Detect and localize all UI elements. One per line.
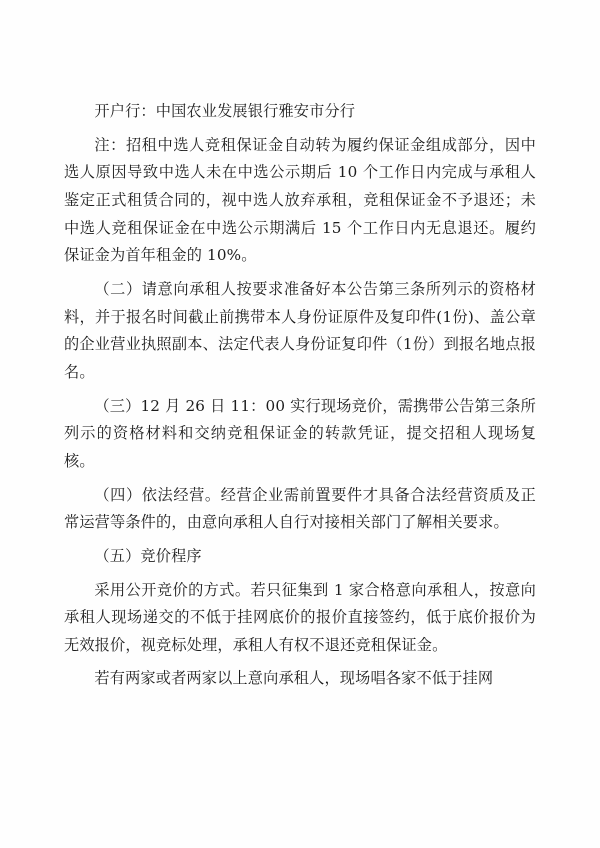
paragraph-item-two: （二）请意向承租人按要求准备好本公告第三条所列示的资格材料，并于报名时间截止前携带本人身份证原件及复印件(1份)、盖公章的企业营业执照副本、法定代表人身份证复印件（1份）到报名地点报名。 (64, 279, 536, 381)
paragraph-item-three: （三）12 月 26 日 11：00 实行现场竞价，需携带公告第三条所列示的资格材料和交纳竞租保证金的转款凭证，提交招租人现场复核。 (64, 396, 536, 470)
paragraph-item-five: （五）竞价程序 (94, 546, 202, 565)
paragraph-note: 注：招租中选人竞租保证金自动转为履约保证金组成部分，因中选人原因导致中选人未在中选公示期后 10 个工作日内完成与承租人鉴定正式租赁合同的，视中选人放弃承租，竞租保证金不予退还；未中选人竞租保证金在中选公示期满后 15 个工作日内无息退还。履约保证金为首年租金的 10%。 (64, 135, 536, 265)
paragraph-bidding-rule-one: 采用公开竞价的方式。若只征集到 1 家合格意向承租人，按意向承租人现场递交的不低于挂网底价的报价直接签约，低于底价报价为无效报价，视竞标处理，承租人有权不退还竞租保证金。 (64, 580, 536, 654)
paragraph-bank-account: 开户行：中国农业发展银行雅安市分行 (94, 102, 356, 120)
document-body (64, 98, 536, 693)
paragraph-item-four: （四）依法经营。经营企业需前置要件才具备合法经营资质及正常运营等条件的，由意向承租人自行对接相关部门了解相关要求。 (64, 485, 536, 532)
paragraph-bidding-rule-two: 若有两家或者两家以上意向承租人，现场唱各家不低于挂网 (94, 669, 494, 688)
